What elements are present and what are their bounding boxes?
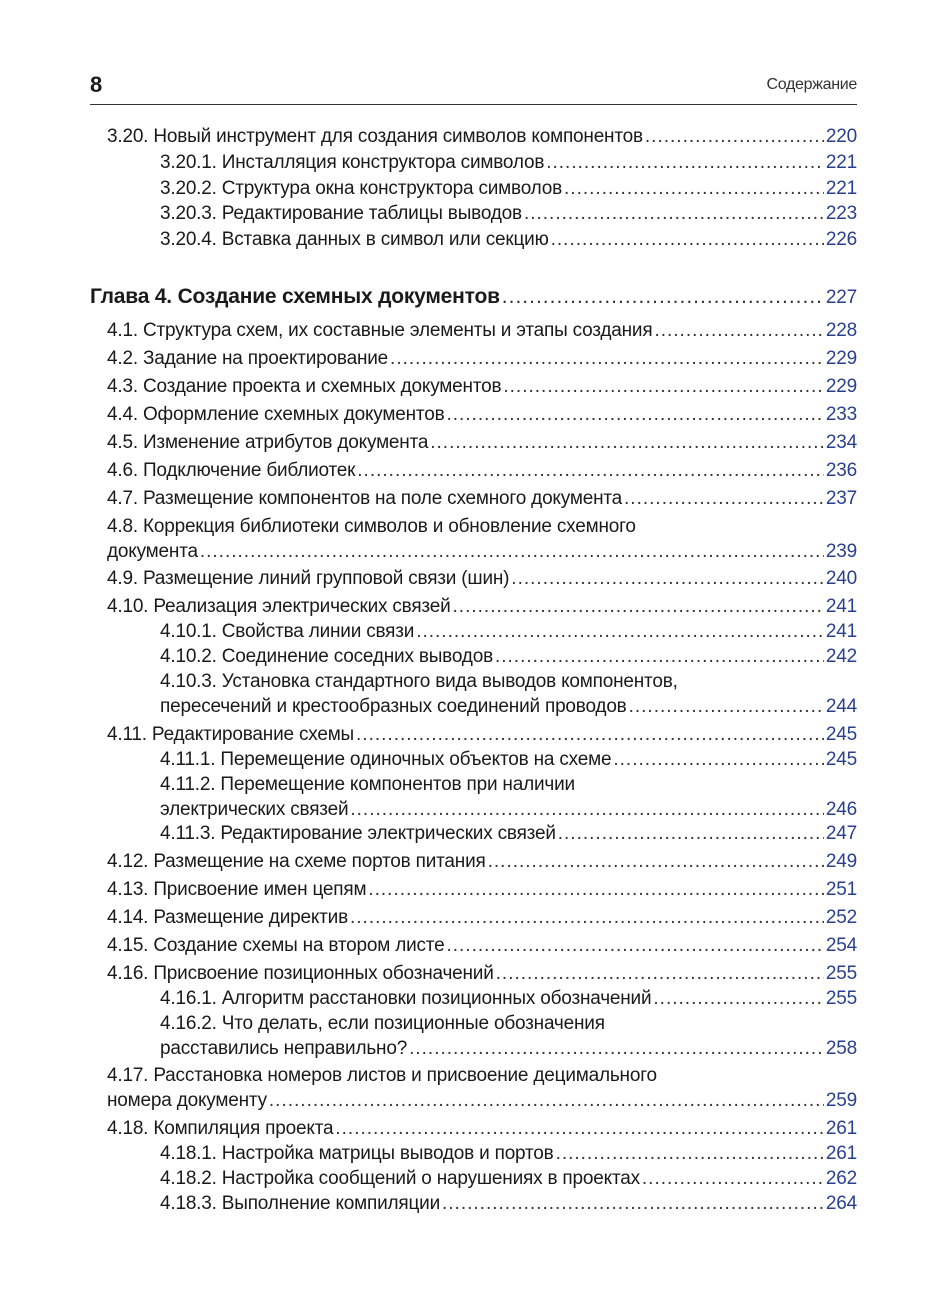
toc-entry: [107, 961, 857, 986]
toc-entry: [107, 486, 857, 511]
toc-entry-page: 251: [825, 879, 857, 900]
toc-entry-page: 247: [825, 823, 857, 844]
toc-entry: [107, 458, 857, 483]
toc-entry-page: 244: [825, 696, 857, 717]
toc-entry-page: 258: [825, 1038, 857, 1059]
toc-entry: [160, 669, 857, 719]
toc-entry-page: 264: [825, 1193, 857, 1214]
toc-entry-page: 261: [825, 1118, 857, 1139]
toc-entry: [160, 1141, 857, 1166]
toc-entry: [160, 201, 857, 226]
toc-entry-title: 4.1. Структура схем, их составные элементы и этапы создания: [107, 320, 653, 341]
toc-entry: [160, 1191, 857, 1216]
toc-entry-title: 3.20.1. Инсталляция конструктора символов: [160, 152, 545, 173]
toc-entry-page: 226: [825, 229, 857, 250]
toc-entry-page: 259: [825, 1090, 857, 1111]
toc-entry: [160, 986, 857, 1011]
toc-entry-title-line1: 4.11.2. Перемещение компонентов при наличии: [160, 774, 575, 795]
toc-entry-title: 4.10. Реализация электрических связей: [107, 596, 451, 617]
toc-entry-title: 4.13. Присвоение имен цепям: [107, 879, 367, 900]
toc-entry-title: 4.14. Размещение директив: [107, 907, 348, 928]
toc-entry-title: электрических связей: [160, 799, 349, 820]
toc-entry: [107, 566, 857, 591]
toc-entry-page: 233: [825, 404, 857, 425]
toc-entry-title: 4.5. Изменение атрибутов документа: [107, 432, 429, 453]
toc-entry-title: 4.18. Компиляция проекта: [107, 1118, 334, 1139]
toc-entry-page: 237: [825, 488, 857, 509]
toc-entry-page: 229: [825, 376, 857, 397]
toc-entry: [107, 905, 857, 930]
toc-entry: [107, 318, 857, 343]
toc-entry-title: 4.11. Редактирование схемы: [107, 724, 355, 745]
toc-entry-title: 4.6. Подключение библиотек: [107, 460, 356, 481]
toc-entry: [107, 877, 857, 902]
toc-entry-title: 4.18.2. Настройка сообщений о нарушениях в проектах: [160, 1168, 640, 1189]
toc-entry-page: 234: [825, 432, 857, 453]
toc-entry-title: 4.10.1. Свойства линии связи: [160, 621, 415, 642]
toc-entry-page: 240: [825, 568, 857, 589]
toc-entry-page: 254: [825, 935, 857, 956]
toc-entry: [107, 933, 857, 958]
header-rule: [90, 104, 857, 105]
toc-chapter-entry: [90, 284, 857, 310]
toc-entry: [160, 772, 857, 822]
toc-entry-page: 262: [825, 1168, 857, 1189]
toc-entry-title: 4.15. Создание схемы на втором листе: [107, 935, 445, 956]
toc-entry-title: 3.20.3. Редактирование таблицы выводов: [160, 203, 522, 224]
toc-entry-page: 229: [825, 348, 857, 369]
toc-entry-title: документа: [107, 541, 198, 562]
page-header: [90, 70, 857, 104]
toc-entry-title: 3.20.2. Структура окна конструктора символов: [160, 178, 563, 199]
toc-entry-page: 236: [825, 460, 857, 481]
toc-entry: [107, 849, 857, 874]
toc-entry: [160, 176, 857, 201]
toc-entry-title-line1: 4.8. Коррекция библиотеки символов и обновление схемного: [107, 516, 636, 537]
toc-entry: [107, 430, 857, 455]
toc-entry-title: расставились неправильно?: [160, 1038, 408, 1059]
toc-entry-title-line1: 4.10.3. Установка стандартного вида выводов компонентов,: [160, 671, 678, 692]
toc-entry-title: 3.20.4. Вставка данных в символ или секцию: [160, 229, 549, 250]
toc-entry: [107, 374, 857, 399]
toc-entry-page: 241: [825, 621, 857, 642]
toc-entry: [107, 594, 857, 619]
toc-chapter-title: Глава 4. Создание схемных документов: [90, 285, 500, 308]
toc-entry-page: 245: [825, 724, 857, 745]
toc-entry-title-line1: 4.17. Расстановка номеров листов и присвоение децимального: [107, 1065, 657, 1086]
toc-entry: [107, 402, 857, 427]
toc-entry-page: 221: [825, 152, 857, 173]
toc-entry-title: 4.7. Размещение компонентов на поле схемного документа: [107, 488, 623, 509]
toc-entry-title: 4.16. Присвоение позиционных обозначений: [107, 963, 494, 984]
toc-entry: [107, 124, 857, 149]
toc-entry-page: 242: [825, 646, 857, 667]
toc-entry: [107, 1063, 857, 1113]
toc-entry-page: 227: [825, 287, 857, 308]
toc-entry-title: 4.16.1. Алгоритм расстановки позиционных обозначений: [160, 988, 652, 1009]
toc-entry-title: пересечений и крестообразных соединений проводов: [160, 696, 627, 717]
toc-entry-page: 228: [825, 320, 857, 341]
toc-entry-title: 4.9. Размещение линий групповой связи (шин): [107, 568, 510, 589]
page-number: 8: [90, 72, 103, 97]
toc-entry-title-line1: 4.16.2. Что делать, если позиционные обозначения: [160, 1013, 605, 1034]
toc-entry-title: номера документу: [107, 1090, 267, 1111]
toc-entry-page: 249: [825, 851, 857, 872]
toc-entry-title: 4.12. Размещение на схеме портов питания: [107, 851, 486, 872]
toc-entry-title: 3.20. Новый инструмент для создания символов компонентов: [107, 126, 643, 147]
toc-entry-title: 4.18.1. Настройка матрицы выводов и портов: [160, 1143, 554, 1164]
toc-entry-title: 4.11.3. Редактирование электрических связей: [160, 823, 556, 844]
toc-entry: [160, 619, 857, 644]
toc-entry: [107, 514, 857, 564]
toc-entry-title: 4.10.2. Соединение соседних выводов: [160, 646, 493, 667]
toc-entry-page: 245: [825, 749, 857, 770]
toc-entry-page: 239: [825, 541, 857, 562]
toc-entry: [107, 722, 857, 747]
toc-entry-page: 255: [825, 963, 857, 984]
toc-entry: [160, 227, 857, 252]
toc-entry-page: 220: [825, 126, 857, 147]
toc-entry-title: 4.18.3. Выполнение компиляции: [160, 1193, 440, 1214]
toc-entry-page: 252: [825, 907, 857, 928]
toc-entry-title: 4.3. Создание проекта и схемных документов: [107, 376, 502, 397]
running-title: Содержание: [766, 76, 857, 93]
toc-entry: [107, 346, 857, 371]
toc-entry-title: 4.4. Оформление схемных документов: [107, 404, 445, 425]
toc-entry: [107, 1116, 857, 1141]
toc-entry: [160, 150, 857, 175]
toc-entry: [160, 1011, 857, 1061]
toc-entry-title: 4.2. Задание на проектирование: [107, 348, 389, 369]
toc-entry-page: 255: [825, 988, 857, 1009]
toc-entry-title: 4.11.1. Перемещение одиночных объектов на схеме: [160, 749, 612, 770]
toc-entry: [160, 747, 857, 772]
toc-entry: [160, 821, 857, 846]
toc-entry: [160, 644, 857, 669]
toc-entry-page: 246: [825, 799, 857, 820]
toc-entry-page: 221: [825, 178, 857, 199]
toc-entry-page: 261: [825, 1143, 857, 1164]
toc-entry-page: 241: [825, 596, 857, 617]
toc-entry-page: 223: [825, 203, 857, 224]
toc-entry: [160, 1166, 857, 1191]
